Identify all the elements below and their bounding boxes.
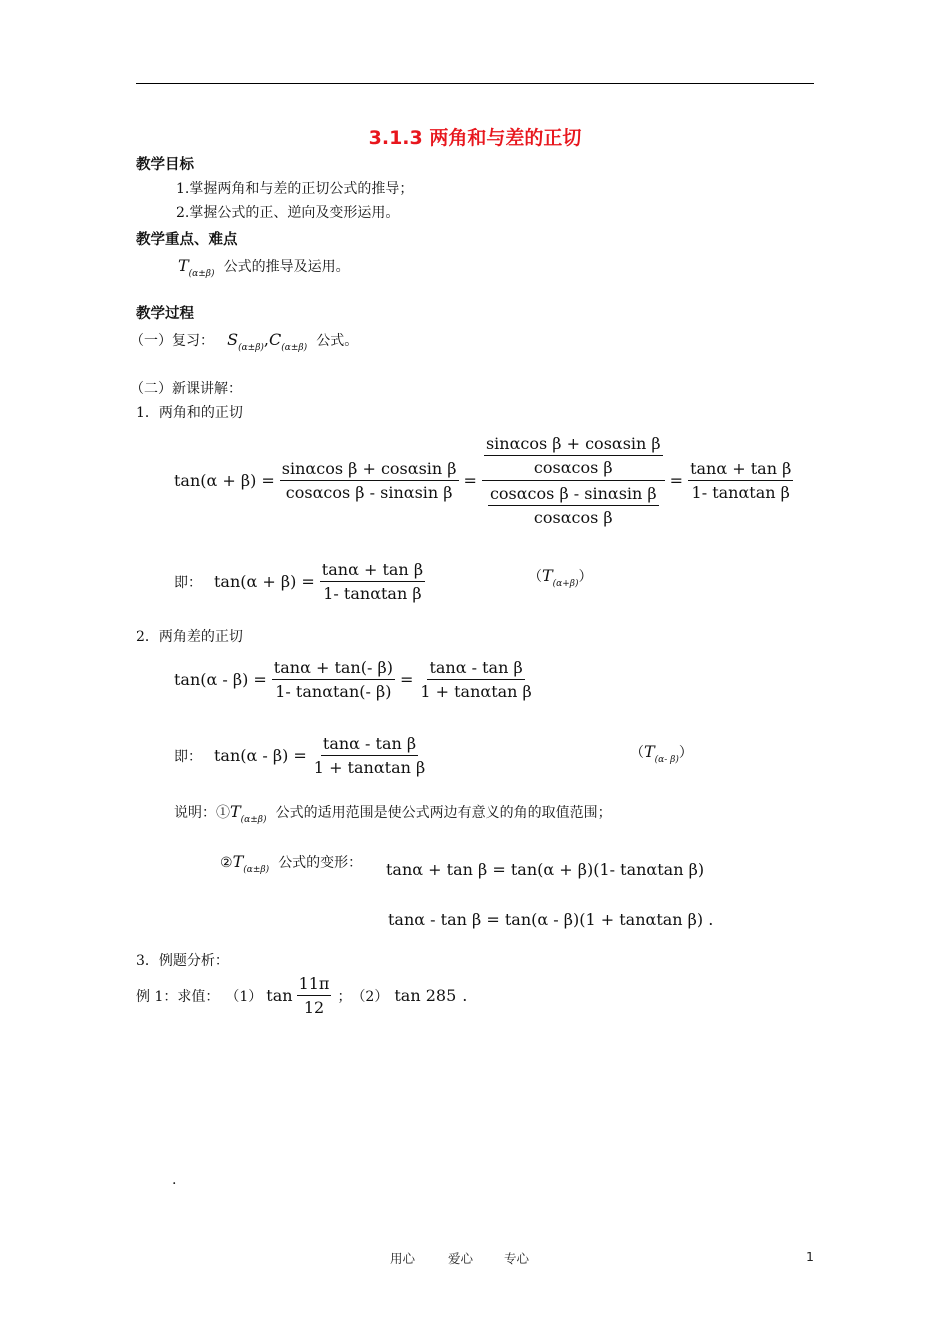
fraction [297,974,332,1017]
circle-one-mark: ① [216,805,230,821]
review-line [130,330,358,353]
example-label: 例 1：求值： [136,988,220,1005]
numerator: 11π [297,974,332,996]
fraction [320,560,425,603]
ji-label: 即： [174,748,202,765]
variant-formula-1: tanα + tan β = tan(α + β)(1- tanαtan β) [386,860,705,879]
numerator: tanα - tan β [427,658,524,680]
equals-sign: = [293,746,307,765]
variant-formula-2: tanα - tan β = tan(α - β)(1 + tanαtan β) . [388,910,714,929]
sum-lhs: tan(α + β) [214,572,297,591]
formula-tag [630,742,693,765]
paren-close: ） [678,745,693,761]
denominator: 1- tanαtan β [323,584,422,603]
ji-label: 即： [174,574,202,591]
page-number: 1 [806,1249,814,1264]
separator: ； [337,988,352,1005]
formula-tag [528,566,593,589]
denominator: 1 + tanαtan β [313,758,426,777]
formula-subscript: (α±β) [238,343,264,353]
denominator: cosαcos β [533,508,613,527]
numerator: tanα + tan β [688,459,793,481]
diff-lhs: tan(α - β) [174,670,249,689]
formula-subscript: (α+β) [552,579,579,589]
fraction [688,459,793,502]
goal-item: 1.掌握两角和与差的正切公式的推导； [176,181,414,197]
numerator [482,434,665,481]
denominator: cosαcos β - sinαsin β [285,483,453,502]
sum-derivation [174,434,793,527]
formula-subscript: (α±β) [243,865,270,875]
denominator: 1 + tanαtan β [420,682,532,701]
formula-symbol: T [178,256,189,275]
diff-result [174,734,427,777]
equals-sign: = [463,471,477,490]
keypoints-line [178,256,350,279]
end-dot: . [462,986,468,1005]
note-1-text: 公式的适用范围是使公式两边有意义的角的取值范围； [275,805,612,821]
new-lesson-label: （二）新课讲解： [130,381,242,397]
paren-close: ） [578,569,593,585]
note-2 [220,852,362,875]
equals-sign: = [253,670,267,689]
formula-symbol: T [542,566,553,585]
denominator: cosαcos β [533,458,613,477]
numerator: sinαcos β + cosαsin β [280,459,459,481]
denominator: 12 [303,998,325,1017]
sum-lhs: tan(α + β) [174,471,257,490]
review-label: （一）复习： [130,333,214,349]
numerator: tanα + tan β [320,560,425,582]
comma: , [263,330,270,349]
fraction [312,734,427,777]
keypoints-heading: 教学重点、难点 [136,232,238,248]
numerator: tanα - tan β [321,734,418,756]
process-heading: 教学过程 [136,306,194,322]
stray-dot: . [172,1172,177,1188]
formula-symbol: T [232,852,244,871]
example-1 [136,974,467,1017]
diff-derivation [174,658,534,701]
equals-sign: = [261,471,275,490]
formula-symbol: T [230,802,241,821]
fraction [418,658,533,701]
formula-subscript: (α- β) [654,755,679,765]
numerator: cosαcos β - sinαsin β [488,484,659,506]
paren-open: （ [528,569,542,585]
goals-heading: 教学目标 [136,157,194,173]
review-text: 公式。 [316,333,359,349]
fraction [484,434,663,477]
compound-fraction [482,434,665,527]
fraction [280,459,459,502]
goal-item: 2.掌握公式的正、逆向及变形运用。 [176,205,400,221]
equals-sign: = [399,670,414,689]
fraction [272,658,395,701]
section-heading: 3．例题分析： [136,953,229,969]
section-heading: 2．两角差的正切 [136,629,243,645]
formula-subscript: (α±β) [188,269,215,279]
diff-lhs: tan(α - β) [214,746,289,765]
part-2-label: （2） [351,988,389,1005]
formula-subscript: (α±β) [281,343,308,353]
formula-symbol: T [644,742,655,761]
tan-func: tan [266,986,293,1005]
formula-subscript: (α±β) [240,815,267,825]
note-1 [174,802,612,825]
sum-result [174,560,425,603]
section-heading: 1．两角和的正切 [136,405,243,421]
footer-middle: 爱心 [448,1251,474,1266]
equals-sign: = [301,572,315,591]
formula-symbol: C [269,330,282,349]
numerator: tanα + tan(- β) [272,658,395,680]
note-2-text: 公式的变形： [278,855,363,871]
paren-open: （ [630,745,644,761]
equals-sign: = [669,471,684,490]
notes-label: 说明： [174,805,216,821]
header-rule [136,83,814,84]
example-value: tan 285 [394,986,457,1005]
circle-two-mark: ② [220,855,233,871]
footer-left: 用心 [390,1251,416,1266]
denominator: 1- tanαtan(- β) [275,682,392,701]
numerator: sinαcos β + cosαsin β [484,434,663,456]
keypoints-text: 公式的推导及运用。 [223,259,350,275]
formula-symbol: S [227,330,239,349]
denominator: 1- tanαtan β [691,483,790,502]
part-1-label: （1） [225,988,263,1005]
fraction [488,484,659,527]
denominator [486,481,661,527]
page-title: 3.1.3 两角和与差的正切 [368,127,582,149]
footer-right: 专心 [504,1251,530,1266]
